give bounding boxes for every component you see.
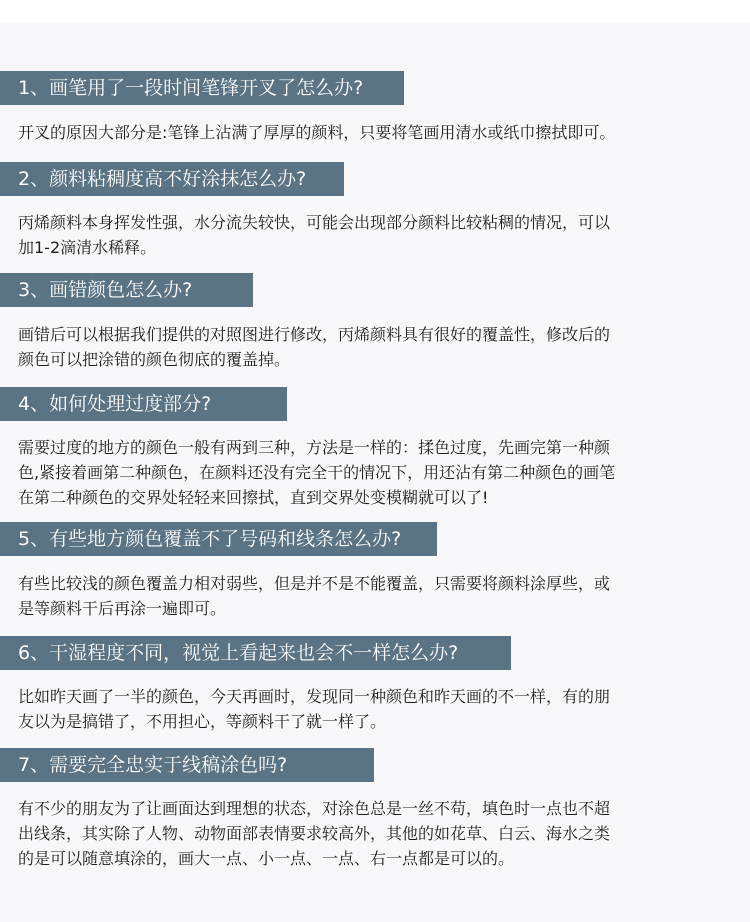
faq-question-5: 5、有些地方颜色覆盖不了号码和线条怎么办? (0, 522, 437, 556)
faq-question-6: 6、干湿程度不同，视觉上看起来也会不一样怎么办? (0, 636, 511, 670)
faq-question-1: 1、画笔用了一段时间笔锋开叉了怎么办? (0, 71, 404, 105)
faq-question-2: 2、颜料粘稠度高不好涂抹怎么办? (0, 162, 344, 196)
faq-question-7: 7、需要完全忠实于线稿涂色吗? (0, 748, 374, 782)
top-band (0, 0, 750, 22)
faq-answer-7: 有不少的朋友为了让画面达到理想的状态，对涂色总是一丝不苟，填色时一点也不超 出线条，其实除了人物、动物面部表情要求较高外，其他的如花草、白云、海水之类 的是可以随意填涂的，画大一点、小一点、一点、右一点都是可以的。 (18, 799, 611, 868)
faq-answer-6: 比如昨天画了一半的颜色，今天再画时，发现同一种颜色和昨天画的不一样，有的朋 友以为是搞错了，不用担心，等颜料干了就一样了。 (18, 687, 611, 731)
faq-answer-1: 开叉的原因大部分是:笔锋上沾满了厚厚的颜料，只要将笔画用清水或纸巾擦拭即可。 (18, 123, 616, 142)
faq-answer-4: 需要过度的地方的颜色一般有两到三种，方法是一样的：揉色过度，先画完第一种颜 色,紧接着画第二种颜色，在颜料还没有完全干的情况下，用还沾有第二种颜色的画笔 在第二种颜色的交界处轻轻来回擦拭，直到交界处变模糊就可以了! (18, 438, 616, 507)
faq-answer-5: 有些比较浅的颜色覆盖力相对弱些，但是并不是不能覆盖，只需要将颜料涂厚些，或 是等颜料干后再涂一遍即可。 (18, 574, 611, 618)
faq-answer-3: 画错后可以根据我们提供的对照图进行修改，丙烯颜料具有很好的覆盖性，修改后的 颜色可以把涂错的颜色彻底的覆盖掉。 (18, 325, 611, 369)
faq-question-3: 3、画错颜色怎么办? (0, 273, 253, 307)
faq-question-4: 4、如何处理过度部分? (0, 387, 287, 421)
faq-answer-2: 丙烯颜料本身挥发性强，水分流失较快，可能会出现部分颜料比较粘稠的情况，可以 加1-2滴清水稀释。 (18, 213, 611, 257)
